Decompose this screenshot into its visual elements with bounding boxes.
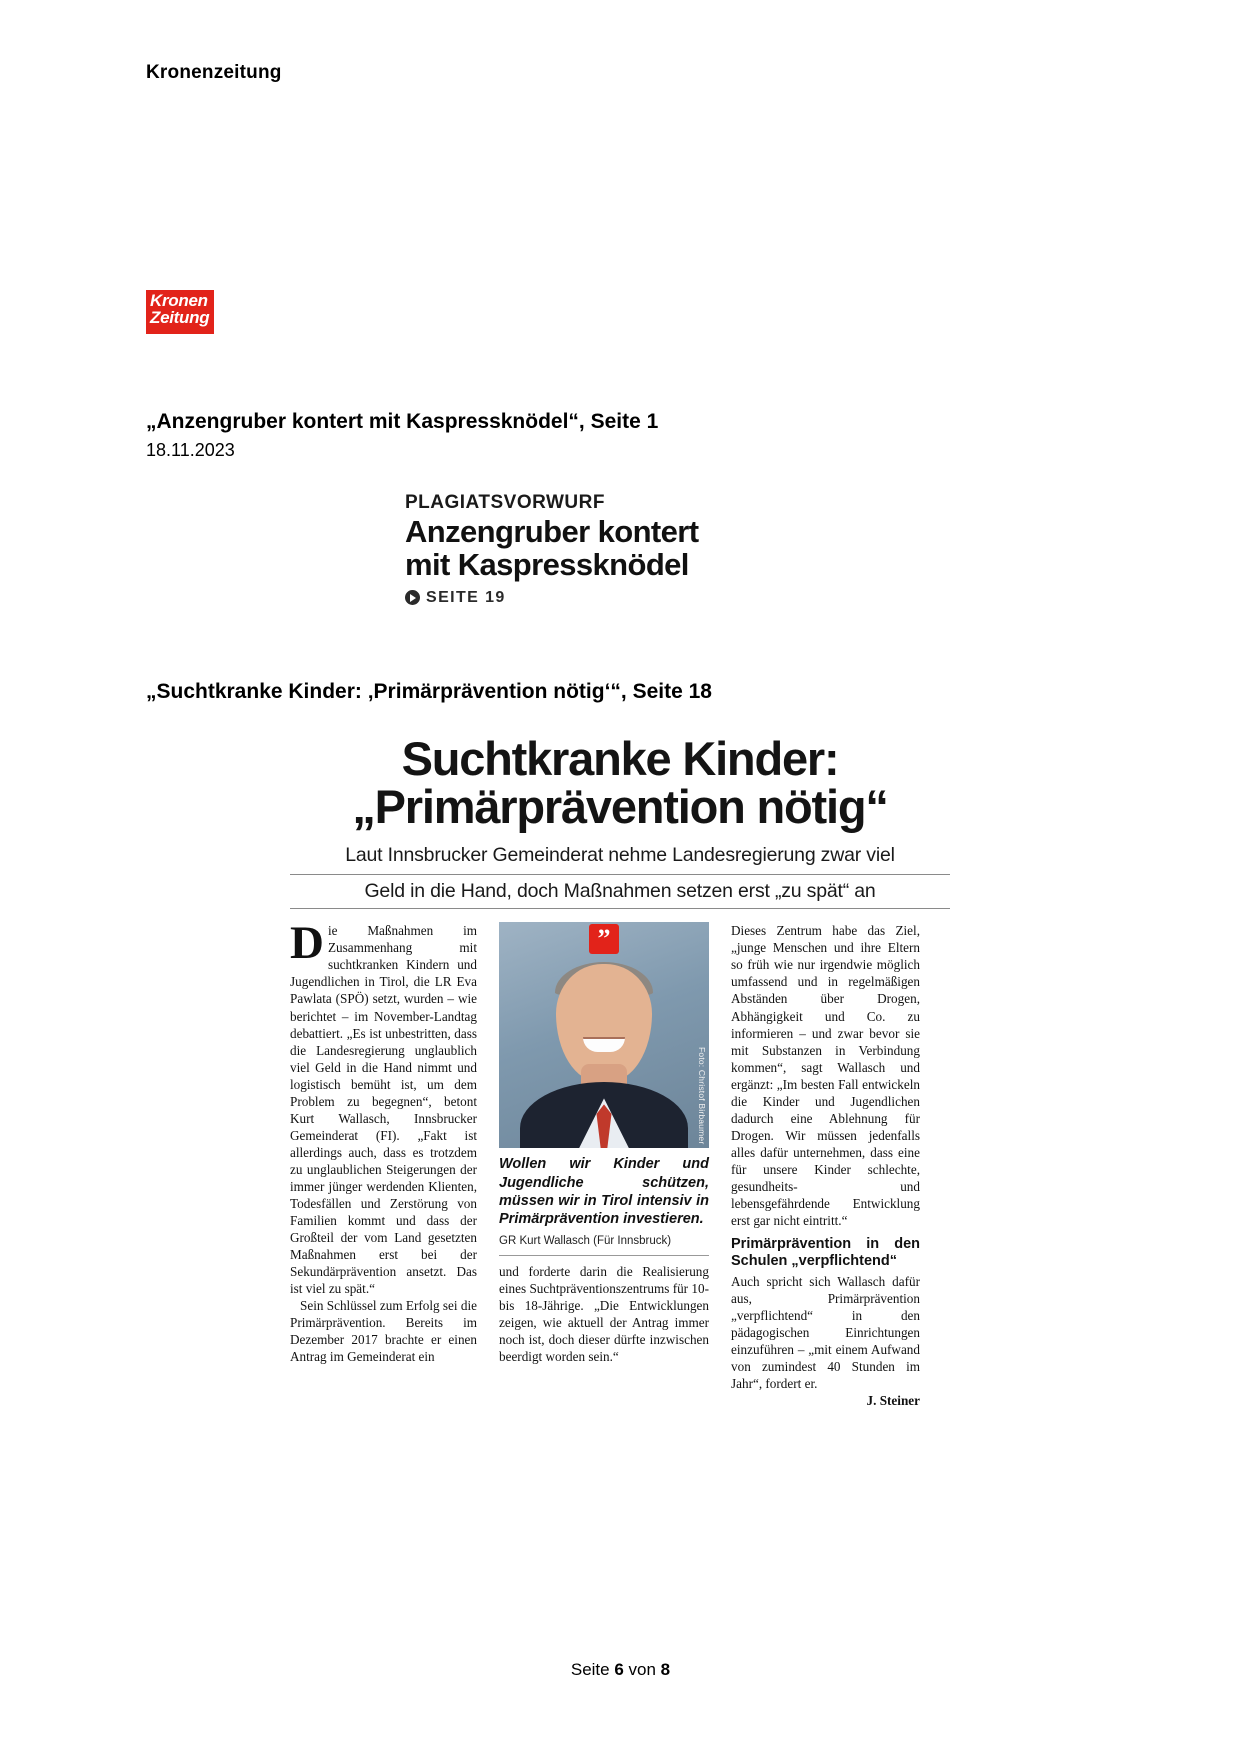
kronenzeitung-logo	[146, 290, 214, 334]
clipping-2	[290, 732, 950, 1409]
pull-quote: Wollen wir Kinder und Jugendliche schützen, müssen wir in Tirol intensiv in Primärprävention investieren.	[499, 1156, 709, 1228]
article-column-right	[720, 922, 920, 1408]
portrait-illustration	[529, 952, 679, 1148]
article-paragraph: Sein Schlüssel zum Erfolg sei die Primärprävention. Bereits im Dezember 2017 brachte er einen Antrag im Gemeinderat ein	[290, 1298, 477, 1365]
article-paragraph: Die Maßnahmen im Zusammenhang mit suchtkranken Kindern und Jugendlichen in Tirol, die LR Eva Pawlata (SPÖ) setzt, wurden – wie berichtet – im November-Landtag debattiert. „Es ist unbestritten, dass die Landesregierung unglaublich viel Geld in die Hand nimmt und logistisch bemüht ist, um dem Problem zu begegnen“, betont Kurt Wallasch, Innsbrucker Gemeinderat (FI). „Fakt ist allerdings auch, dass es trotzdem zu unglaublichen Steigerungen der immer jünger werdenden Klienten, Todesfällen und Zerstörung von Familien kommt und dass der Großteil der vom Land gesetzten Maßnahmen erst bei der Sekundärprävention ansetzt. Das ist viel zu spät.“	[290, 917, 477, 1296]
clipping-2-headline	[290, 732, 950, 833]
document-header: Kronenzeitung	[146, 62, 282, 83]
clipping-1-headline	[405, 516, 715, 582]
section-1-date: 18.11.2023	[146, 440, 235, 460]
article-byline: J. Steiner	[866, 1392, 920, 1408]
clipping-2-headline-line-1: Suchtkranke Kinder:	[401, 732, 839, 785]
pull-quote-source: GR Kurt Wallasch (Für Innsbruck)	[499, 1234, 709, 1256]
footer-page-number: 6	[614, 1660, 624, 1679]
footer-prefix: Seite	[570, 1660, 615, 1679]
section-2-title: „Suchtkranke Kinder: ‚Primärprävention nötig‘“, Seite 18	[146, 680, 712, 703]
footer-total-pages: 8	[660, 1660, 671, 1679]
clipping-2-subheadline-line-1: Laut Innsbrucker Gemeinderat nehme Landesregierung zwar viel	[345, 843, 895, 866]
clipping-1	[405, 492, 715, 607]
clipping-2-headline-line-2: „Primärprävention nötig“	[352, 779, 888, 833]
article-column-middle	[488, 922, 720, 1408]
page-footer	[0, 1660, 1241, 1680]
arrow-right-icon	[405, 590, 420, 605]
footer-middle: von	[623, 1660, 661, 1679]
logo-line-2: Zeitung	[150, 308, 210, 328]
clipping-1-page-reference	[405, 589, 715, 607]
article-paragraph: Auch spricht sich Wallasch dafür aus, Primärprävention „verpflichtend“ in den pädagogischen Einrichtungen einzuführen – „mit einem Aufwand von zumindest 40 Stunden im Jahr“, fordert er.	[731, 1273, 920, 1391]
clipping-1-kicker: PLAGIATSVORWURF	[405, 492, 605, 513]
quote-mark-icon: ”	[589, 924, 619, 954]
clipping-2-subheadline	[290, 843, 950, 909]
article-column-left	[290, 917, 488, 1408]
clipping-2-subheadline-line-2: Geld in die Hand, doch Maßnahmen setzen erst „zu spät“ an	[290, 874, 950, 910]
clipping-1-headline-line-2: mit Kaspressknödel	[405, 546, 689, 582]
article-paragraph: Dieses Zentrum habe das Ziel, „junge Menschen und ihre Eltern so früh wie nur irgendwie möglich umfassend und in regelmäßigen Abständen über Drogen, Abhängigkeit und Co. zu informieren – und zwar bevor sie mit Substanzen in Verbindung kommen“, sagt Wallasch und ergänzt: „Im besten Fall entwickeln die Kinder und Jugendlichen dadurch eine Ablehnung für Drogen. Wir müssen jedenfalls alles dafür unternehmen, dass eine für unsere Kinder schlechte, gesundheits- und lebensgefährdende Entwicklung erst gar nicht eintritt.“	[731, 923, 920, 1228]
photo-credit: Foto: Christof Birbaumer	[697, 1046, 707, 1145]
section-1-title: „Anzengruber kontert mit Kaspressknödel“, Seite 1	[146, 410, 659, 433]
article-photo	[499, 922, 709, 1148]
clipping-1-headline-line-1: Anzengruber kontert	[405, 514, 699, 549]
article-body	[290, 917, 950, 1408]
logo-line-1: Kronen	[150, 291, 208, 310]
clipping-1-page-reference-label: SEITE 19	[426, 588, 506, 606]
article-subheading: Primärprävention in den Schulen „verpflichtend“	[731, 1235, 920, 1269]
article-paragraph: und forderte darin die Realisierung eines Suchtpräventionszentrums für 10- bis 18-Jährige. „Die Entwicklungen zeigen, wie aktuell der Antrag immer noch ist, doch dieser dürfte inzwischen beerdigt worden sein.“	[499, 1264, 709, 1365]
